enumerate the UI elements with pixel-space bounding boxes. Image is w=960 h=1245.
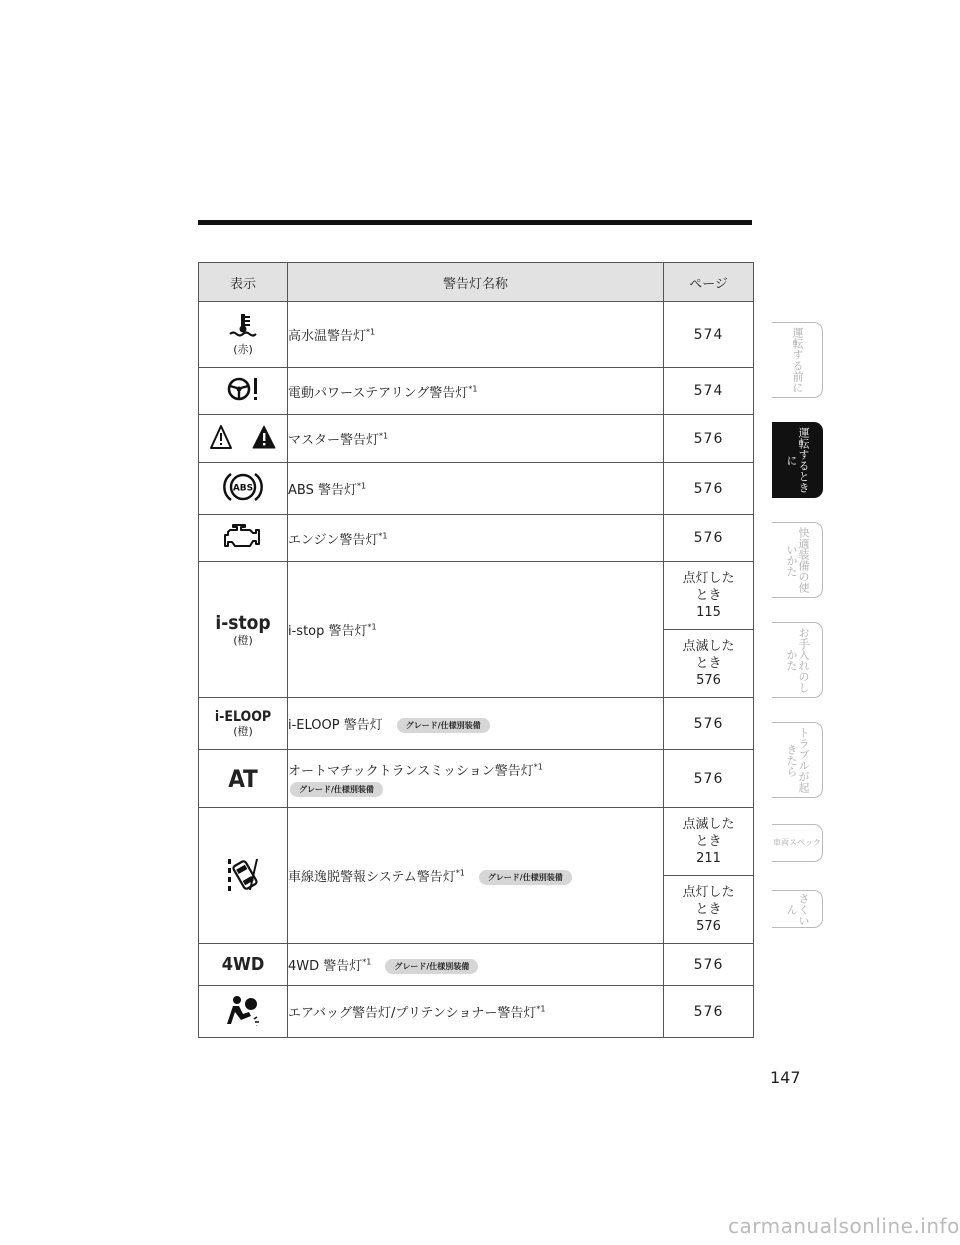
table-row: 電動パワーステアリング警告灯$^{*1}$ 574 [199, 368, 754, 415]
table-row: エアバッグ警告灯/プリテンショナー警告灯$^{*1}$ 576 [199, 986, 754, 1038]
page-ref-blink: 点滅した とき 211 [664, 808, 754, 876]
grade-badge: グレード/仕様別装備 [290, 782, 383, 797]
icon-color-note: (橙) [233, 725, 253, 738]
light-name: エンジン警告灯 [288, 532, 379, 548]
side-tab-while-driving[interactable]: 運転するときに [772, 422, 823, 498]
table-row: エンジン警告灯$^{*1}$ 576 [199, 515, 754, 562]
at-icon: AT [228, 764, 258, 793]
page-ref-blink: 点滅した とき 576 [664, 630, 754, 698]
light-name: 高水温警告灯 [288, 329, 367, 344]
page-ref: 576 [664, 750, 754, 808]
table-row [199, 698, 754, 750]
light-name: 車線逸脱警報システム警告灯 [288, 870, 456, 885]
top-rule [198, 220, 752, 225]
light-name: 4WD 警告灯 [288, 959, 363, 974]
page-ref: 576 [664, 944, 754, 986]
page-ref: 576 [664, 698, 754, 750]
header-page: ページ [664, 263, 754, 302]
side-tab-specifications[interactable]: 車両スペック [772, 824, 823, 862]
side-tab-troubleshooting[interactable]: トラブルが起きたら [772, 722, 823, 798]
page-ref: 576 [664, 415, 754, 463]
side-tab-before-driving[interactable]: 運転する前に [772, 322, 823, 398]
page-ref: 576 [664, 463, 754, 515]
table-row: i-stop (橙) i-stop 警告灯$^{*1}$ 点灯した とき 115 [199, 562, 754, 630]
light-name: エアバッグ警告灯/プリテンショナー警告灯 [288, 1006, 537, 1021]
light-name: マスター警告灯 [288, 433, 380, 448]
page-ref: 576 [664, 986, 754, 1038]
page-ref-lit: 点灯した とき 576 [664, 876, 754, 944]
table-row: (赤) 高水温警告灯$^{*1}$ 574 [199, 302, 754, 368]
airbag-icon [225, 1011, 261, 1030]
i-stop-icon: i-stop [215, 612, 271, 634]
engine-icon [223, 535, 263, 554]
table-row: マスター警告灯$^{*1}$ 576 [199, 415, 754, 463]
grade-badge: グレード/仕様別装備 [385, 959, 478, 974]
icon-color-note: (橙) [233, 634, 253, 647]
table-row: AT オートマチックトランスミッション警告灯$^{*1}$ グレード/仕様別装備 576 [199, 750, 754, 808]
page-ref: 576 [664, 515, 754, 562]
light-name: i-ELOOP 警告灯 [288, 718, 383, 733]
page-ref: 574 [664, 302, 754, 368]
page-ref-lit: 点灯した とき 115 [664, 562, 754, 630]
light-name: 電動パワーステアリング警告灯 [288, 385, 469, 401]
abs-icon [223, 483, 263, 508]
light-name: i-stop 警告灯 [288, 624, 368, 639]
header-name: 警告灯名称 [288, 263, 664, 302]
page-ref: 574 [664, 368, 754, 415]
side-tab-comfort-features[interactable]: 快適装備の使いかた [772, 522, 823, 598]
table-row: ABS ABS 警告灯$^{*1}$ 576 [199, 463, 754, 515]
table-header-row [199, 263, 754, 302]
coolant-temp-icon [227, 324, 259, 343]
page-number: 147 [770, 1068, 801, 1087]
table-row: 4WD 4WD 警告灯$^{*1}$ グレード/仕様別装備 576 [199, 944, 754, 986]
grade-badge: グレード/仕様別装備 [479, 870, 572, 885]
warning-light-table [198, 262, 754, 1038]
grade-badge: グレード/仕様別装備 [397, 718, 490, 733]
header-display: 表示 [199, 263, 288, 302]
side-tab-maintenance[interactable]: お手入れのしかた [772, 622, 823, 698]
light-name: オートマチックトランスミッション警告灯 [288, 764, 534, 779]
icon-color-note: (赤) [233, 343, 253, 356]
i-eloop-icon: i-ELOOP [214, 709, 272, 725]
lane-departure-icon [225, 877, 261, 896]
svg-text:ABS: ABS [232, 483, 254, 493]
side-tab-index[interactable]: さくいん [772, 890, 823, 928]
light-name: ABS 警告灯 [288, 483, 357, 498]
4wd-icon: 4WD [221, 954, 265, 975]
power-steering-icon [226, 388, 260, 407]
master-warning-icon [210, 435, 276, 454]
table-row: 車線逸脱警報システム警告灯$^{*1}$ グレード/仕様別装備 点滅した とき 211 [199, 808, 754, 876]
footer-watermark: carmanualsonline.info [728, 1214, 960, 1238]
